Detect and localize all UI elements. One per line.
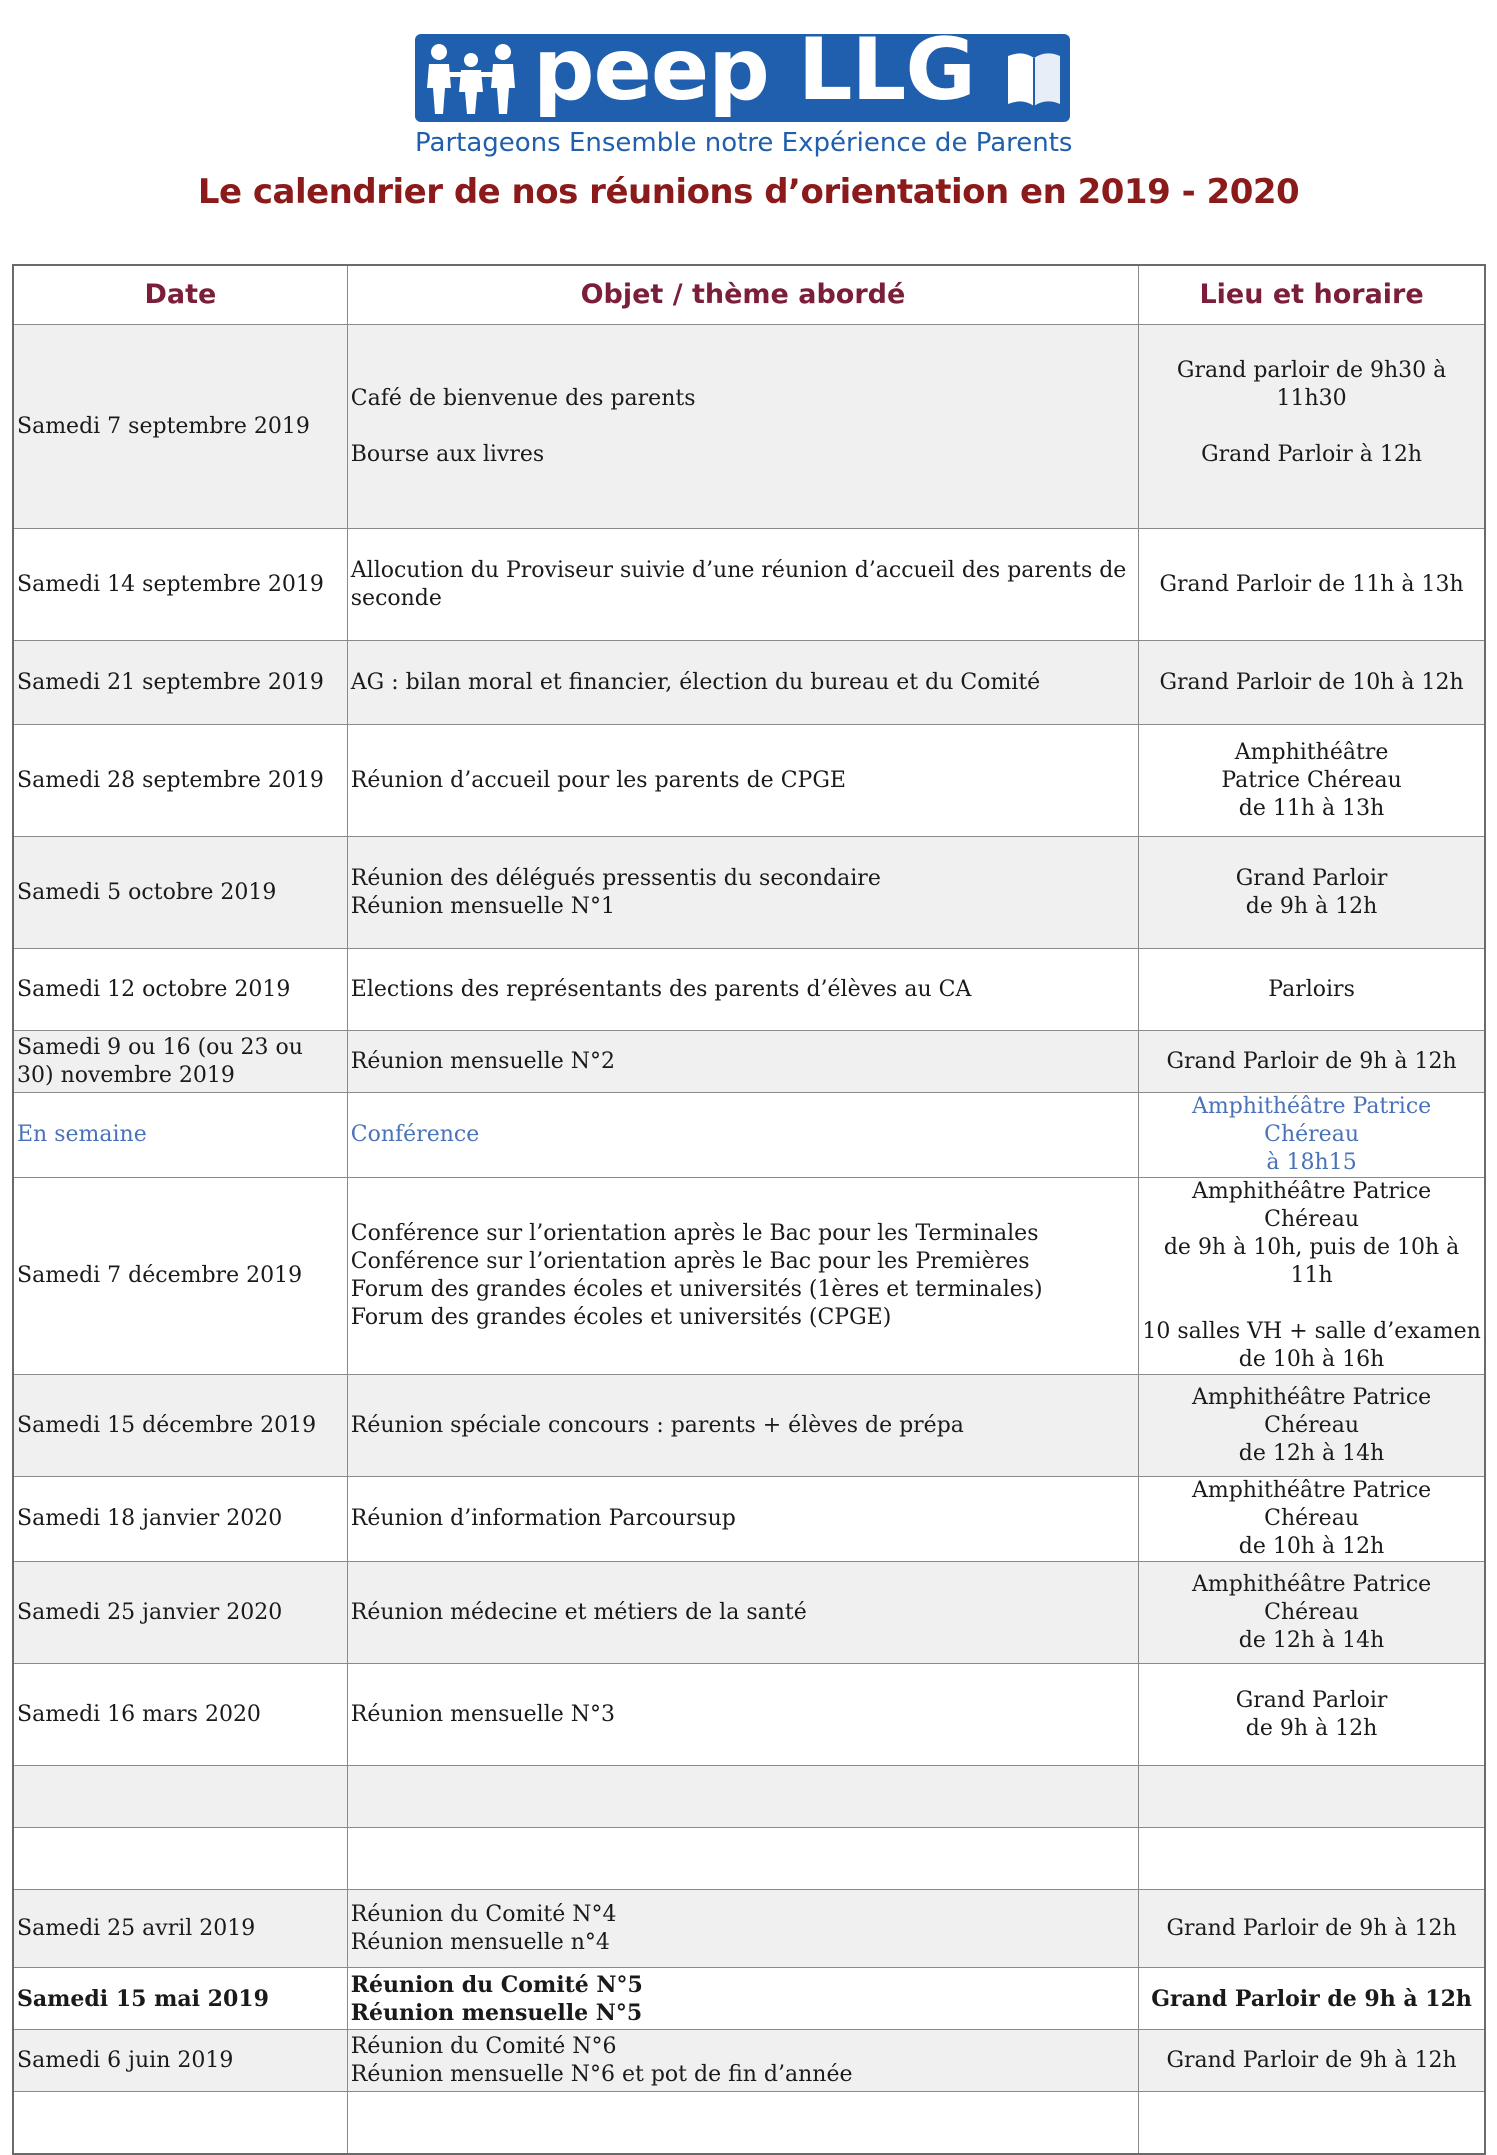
row-objet [347,2030,1138,2092]
objet-line: Réunion mensuelle N°5 [350,1999,643,2026]
objet-line: Réunion des délégués pressentis du secondaire [350,865,881,891]
row-date: Samedi 16 mars 2020 [13,1664,347,1766]
lieu-line: Amphithéâtre [1234,739,1389,765]
lieu-line: Grand Parloir à 12h [1201,441,1423,467]
row-date: Samedi 21 septembre 2019 [13,641,347,725]
book-icon [1004,42,1064,114]
lieu-line: Patrice Chéreau [1221,767,1402,793]
row-lieu [1139,1664,1485,1766]
table-row [13,725,1485,837]
row-lieu: Grand Parloir de 9h à 12h [1139,1031,1485,1093]
lieu-line: de 10h à 12h [1238,1534,1385,1559]
objet-line: Café de bienvenue des parents [350,385,696,411]
table-header-row [13,265,1485,325]
table-row [13,641,1485,725]
row-date: Samedi 15 mai 2019 [13,1968,347,2030]
objet-line: Forum des grandes écoles et universités (CPGE) [350,1305,892,1330]
objet-line: Bourse aux livres [350,441,545,467]
table-row [13,1968,1485,2030]
lieu-line: de 12h à 14h [1238,1440,1385,1466]
table-row [13,1477,1485,1562]
row-lieu [1139,1093,1485,1178]
lieu-line: Grand parloir de 9h30 à 11h30 [1176,357,1447,411]
lieu-line: Grand Parloir [1235,865,1388,891]
lieu-line: de 9h à 12h [1245,893,1378,919]
table-row-empty [13,2092,1485,2154]
row-lieu: Grand Parloir de 11h à 13h [1139,529,1485,641]
row-objet [347,1178,1138,1375]
row-objet: Réunion d’accueil pour les parents de CPGE [347,725,1138,837]
row-objet: Réunion spéciale concours : parents + élèves de prépa [347,1375,1138,1477]
table-row-empty [13,1828,1485,1890]
lieu-line: de 9h à 10h, puis de 10h à 11h [1163,1235,1460,1288]
family-figures-icon [421,38,521,118]
row-lieu [1139,837,1485,949]
row-date: Samedi 7 décembre 2019 [13,1178,347,1375]
table-row [13,949,1485,1031]
calendar-table [12,264,1486,2155]
lieu-line: Amphithéâtre Patrice Chéreau [1191,1384,1432,1438]
table-row [13,1375,1485,1477]
peep-logo [415,34,1073,162]
row-objet: Elections des représentants des parents d’élèves au CA [347,949,1138,1031]
lieu-line: Amphithéâtre Patrice Chéreau [1191,1094,1432,1147]
row-objet: Réunion d’information Parcoursup [347,1477,1138,1562]
row-objet: Conférence [347,1093,1138,1178]
lieu-line: de 11h à 13h [1238,795,1385,821]
row-objet [347,1968,1138,2030]
row-objet: Réunion médecine et métiers de la santé [347,1562,1138,1664]
row-objet: Réunion mensuelle N°3 [347,1664,1138,1766]
row-lieu [1139,1375,1485,1477]
table-row [13,1178,1485,1375]
table-row-empty [13,1766,1485,1828]
logo-wordmark: peep LLG [533,34,975,120]
table-row [13,325,1485,529]
row-date: Samedi 9 ou 16 (ou 23 ou 30) novembre 2019 [13,1031,347,1093]
objet-line: Réunion du Comité N°4 [350,1901,617,1927]
objet-line: Réunion mensuelle N°1 [350,893,615,919]
objet-line: Conférence sur l’orientation après le Bac pour les Premières [350,1249,1030,1274]
objet-line: Réunion mensuelle N°6 et pot de fin d’année [350,2061,853,2087]
row-lieu: Parloirs [1139,949,1485,1031]
row-date: Samedi 6 juin 2019 [13,2030,347,2092]
row-objet: Allocution du Proviseur suivie d’une réunion d’accueil des parents de seconde [347,529,1138,641]
row-date: Samedi 12 octobre 2019 [13,949,347,1031]
table-row [13,1890,1485,1968]
row-date: En semaine [13,1093,347,1178]
logo-tagline: Partageons Ensemble notre Expérience de Parents [415,128,1073,158]
row-lieu: Grand Parloir de 9h à 12h [1139,1968,1485,2030]
row-date: Samedi 15 décembre 2019 [13,1375,347,1477]
row-objet [347,325,1138,529]
row-objet [347,1890,1138,1968]
row-objet [347,837,1138,949]
row-lieu [1139,1178,1485,1375]
lieu-line: Amphithéâtre Patrice Chéreau [1191,1571,1432,1625]
objet-line: Réunion du Comité N°5 [350,1971,643,1998]
objet-line: Réunion mensuelle n°4 [350,1929,610,1955]
row-lieu: Grand Parloir de 9h à 12h [1139,1890,1485,1968]
lieu-line: de 12h à 14h [1238,1627,1385,1653]
lieu-line: de 10h à 16h [1238,1347,1385,1372]
row-lieu [1139,725,1485,837]
lieu-line: Grand Parloir [1235,1687,1388,1713]
row-date: Samedi 25 janvier 2020 [13,1562,347,1664]
row-date: Samedi 7 septembre 2019 [13,325,347,529]
row-date: Samedi 28 septembre 2019 [13,725,347,837]
row-lieu [1139,1562,1485,1664]
row-objet: Réunion mensuelle N°2 [347,1031,1138,1093]
lieu-line: 10 salles VH + salle d’examen [1142,1319,1481,1344]
row-date: Samedi 18 janvier 2020 [13,1477,347,1562]
header-date: Date [13,265,347,325]
row-lieu [1139,1477,1485,1562]
objet-line: Réunion du Comité N°6 [350,2033,617,2059]
row-lieu: Grand Parloir de 10h à 12h [1139,641,1485,725]
table-row [13,2030,1485,2092]
row-date: Samedi 25 avril 2019 [13,1890,347,1968]
objet-line: Forum des grandes écoles et universités (1ères et terminales) [350,1277,1043,1302]
row-date: Samedi 5 octobre 2019 [13,837,347,949]
table-row [13,1562,1485,1664]
row-lieu: Grand Parloir de 9h à 12h [1139,2030,1485,2092]
lieu-line: Amphithéâtre Patrice Chéreau [1191,1478,1432,1531]
table-row [13,529,1485,641]
logo-banner [415,34,1070,122]
row-objet: AG : bilan moral et financier, élection du bureau et du Comité [347,641,1138,725]
page-title: Le calendrier de nos réunions d’orientation en 2019 - 2020 [197,172,1300,212]
lieu-line: de 9h à 12h [1245,1715,1378,1741]
table-row [13,837,1485,949]
row-lieu [1139,325,1485,529]
table-row [13,1093,1485,1178]
header-objet: Objet / thème abordé [347,265,1138,325]
table-row [13,1664,1485,1766]
lieu-line: à 18h15 [1266,1150,1357,1175]
row-date: Samedi 14 septembre 2019 [13,529,347,641]
lieu-line: Amphithéâtre Patrice Chéreau [1191,1179,1432,1232]
objet-line: Conférence sur l’orientation après le Bac pour les Terminales [350,1221,1039,1246]
header-lieu: Lieu et horaire [1139,265,1485,325]
table-row [13,1031,1485,1093]
